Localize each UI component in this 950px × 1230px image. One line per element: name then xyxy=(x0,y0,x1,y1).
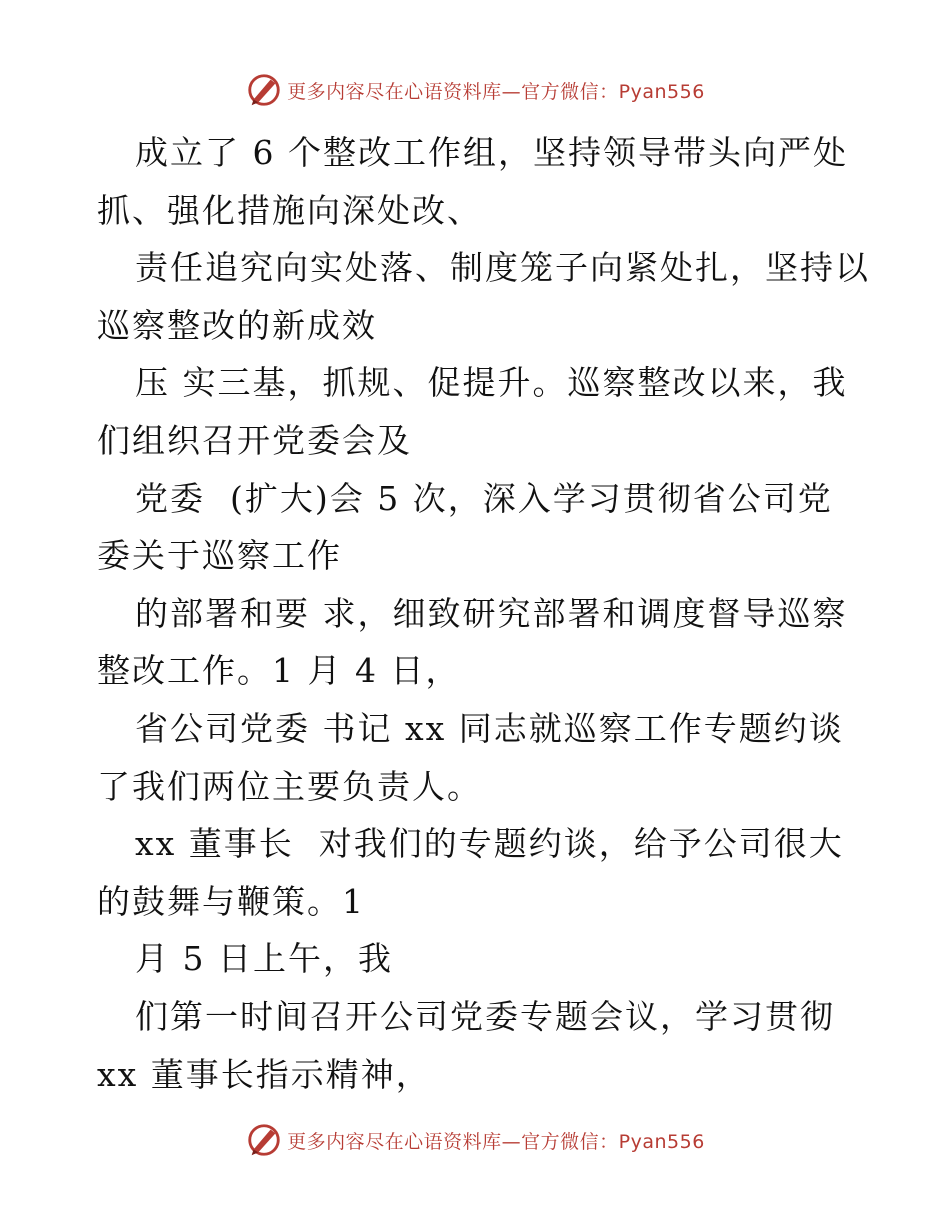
text-line: xx 董事长 对我们的专题约谈，给予公司很大 xyxy=(135,824,844,864)
text-line: 责任追究向实处落、制度笼子向紧处扎，坚持以 xyxy=(135,248,870,288)
text-line: 委关于巡察工作 xyxy=(97,536,342,576)
pen-logo-icon xyxy=(245,71,283,109)
text-line: 巡察整改的新成效 xyxy=(97,305,377,345)
text-line: 们组织召开党委会及 xyxy=(97,420,412,460)
footer-watermark-text: 更多内容尽在心语资料库—官方微信：Pyan556 xyxy=(287,1130,705,1153)
text-line: 月 5 日上午，我 xyxy=(135,939,393,979)
text-line: 抓、强化措施向深处改、 xyxy=(97,190,482,230)
text-line: 省公司党委 书记 xx 同志就巡察工作专题约谈 xyxy=(135,708,844,748)
text-line: 党委 (扩大)会 5 次，深入学习贯彻省公司党 xyxy=(135,478,833,518)
text-line: 了我们两位主要负责人。 xyxy=(97,766,482,806)
footer-watermark xyxy=(0,1120,950,1160)
text-line: 成立了 6 个整改工作组，坚持领导带头向严处 xyxy=(135,133,848,172)
text-line: 们第一时间召开公司党委专题会议，学习贯彻 xyxy=(135,996,835,1036)
text-line: xx 董事长指示精神， xyxy=(97,1054,431,1094)
text-line: 整改工作。1 月 4 日， xyxy=(97,651,461,691)
document-body xyxy=(97,124,870,1103)
header-watermark-text: 更多内容尽在心语资料库—官方微信：Pyan556 xyxy=(287,80,705,103)
text-line: 的部署和要 求，细致研究部署和调度督导巡察 xyxy=(135,593,848,633)
text-line: 的鼓舞与鞭策。1 xyxy=(97,881,365,921)
pen-logo-icon xyxy=(245,1121,283,1159)
text-line: 压 实三基，抓规、促提升。巡察整改以来，我 xyxy=(135,363,848,403)
header-watermark xyxy=(0,70,950,110)
